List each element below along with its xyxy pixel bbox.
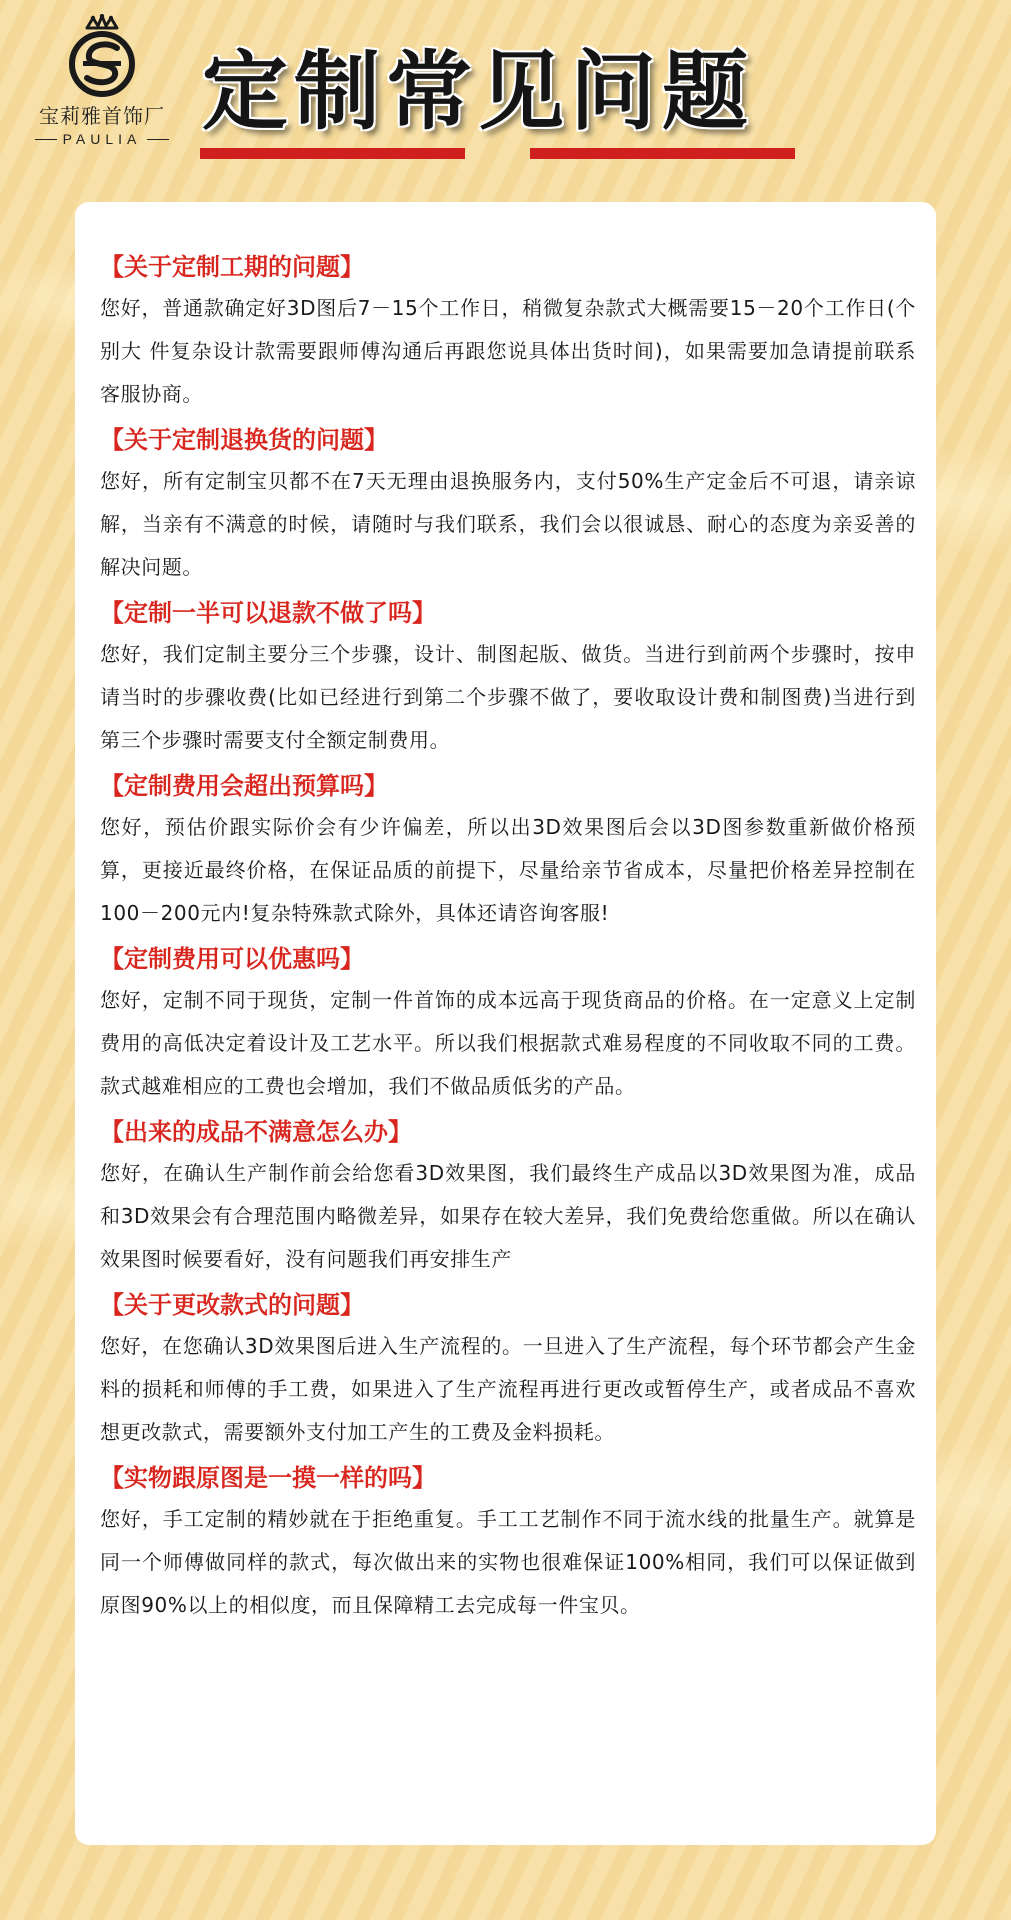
faq-section: [100, 1112, 916, 1281]
title-underline-left: [200, 148, 465, 159]
faq-section-body: 您好，预估价跟实际价会有少许偏差，所以出3D效果图后会以3D图参数重新做价格预算，更接近最终价格，在保证品质的前提下，尽量给亲节省成本，尽量把价格差异控制在100－200元内!复杂特殊款式除外，具体还请咨询客服!: [100, 815, 916, 925]
faq-card: [75, 202, 936, 1845]
faq-section: [100, 1458, 916, 1627]
faq-section: [100, 247, 916, 416]
faq-section: [100, 420, 916, 589]
faq-section-title: 【实物跟原图是一摸一样的吗】: [100, 1464, 436, 1492]
brand-logo: [22, 14, 182, 147]
brand-name-en-row: [22, 131, 182, 147]
faq-section-body: 您好，手工定制的精妙就在于拒绝重复。手工工艺制作不同于流水线的批量生产。就算是同一个师傅做同样的款式，每次做出来的实物也很难保证100%相同，我们可以保证做到原图90%以上的相似度，而且保障精工去完成每一件宝贝。: [100, 1507, 916, 1617]
faq-section-title: 【定制费用会超出预算吗】: [100, 772, 388, 800]
brand-emblem-icon: [65, 14, 139, 98]
divider: [35, 139, 57, 140]
divider: [147, 139, 169, 140]
faq-section: [100, 766, 916, 935]
faq-section-body: 您好，在您确认3D效果图后进入生产流程的。一旦进入了生产流程，每个环节都会产生金料的损耗和师傅的手工费，如果进入了生产流程再进行更改或暂停生产，或者成品不喜欢想更改款式，需要额外支付加工产生的工费及金料损耗。: [100, 1334, 916, 1444]
faq-section: [100, 939, 916, 1108]
title-underline-right: [530, 148, 795, 159]
faq-section: [100, 593, 916, 762]
faq-section-body: 您好，所有定制宝贝都不在7天无理由退换服务内，支付50%生产定金后不可退，请亲谅解，当亲有不满意的时候，请随时与我们联系，我们会以很诚恳、耐心的态度为亲妥善的解决问题。: [100, 469, 916, 579]
brand-name-cn: 宝莉雅首饰厂: [39, 104, 165, 128]
faq-section-title: 【关于更改款式的问题】: [100, 1291, 364, 1319]
faq-section-title: 【定制一半可以退款不做了吗】: [100, 599, 436, 627]
faq-section-title: 【定制费用可以优惠吗】: [100, 945, 364, 973]
faq-section-body: 您好，在确认生产制作前会给您看3D效果图，我们最终生产成品以3D效果图为准，成品和3D效果会有合理范围内略微差异，如果存在较大差异，我们免费给您重做。所以在确认效果图时候要看好，没有问题我们再安排生产: [100, 1161, 916, 1271]
brand-name-en: PAULIA: [62, 131, 142, 147]
faq-section-title: 【关于定制退换货的问题】: [100, 426, 388, 454]
faq-section-body: 您好，我们定制主要分三个步骤，设计、制图起版、做货。当进行到前两个步骤时，按申请当时的步骤收费(比如已经进行到第二个步骤不做了，要收取设计费和制图费)当进行到第三个步骤时需要支付全额定制费用。: [100, 642, 916, 752]
faq-section-title: 【关于定制工期的问题】: [100, 253, 364, 281]
page-title: 定制常见问题: [202, 42, 754, 142]
faq-section-body: 您好，普通款确定好3D图后7－15个工作日，稍微复杂款式大概需要15－20个工作日(个别大 件复杂设计款需要跟师傅沟通后再跟您说具体出货时间)，如果需要加急请提前联系客服协商。: [100, 296, 916, 406]
faq-section: [100, 1285, 916, 1454]
faq-list: [100, 247, 916, 1627]
faq-section-title: 【出来的成品不满意怎么办】: [100, 1118, 412, 1146]
faq-section-body: 您好，定制不同于现货，定制一件首饰的成本远高于现货商品的价格。在一定意义上定制费用的高低决定着设计及工艺水平。所以我们根据款式难易程度的不同收取不同的工费。款式越难相应的工费也会增加，我们不做品质低劣的产品。: [100, 988, 916, 1098]
